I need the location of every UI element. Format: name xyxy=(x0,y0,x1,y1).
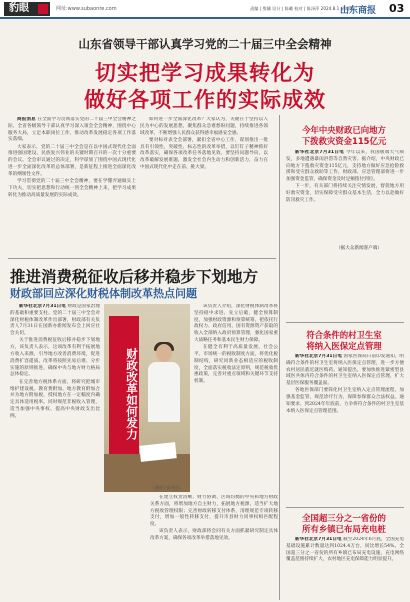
paragraph xyxy=(286,537,404,564)
page-number: 03 xyxy=(389,2,405,15)
person-head xyxy=(156,344,172,362)
paragraph-text: 截至2024年6月底，全国充电基础设施累计数量达到1024.4万台，同比增长54%。全国超三分之一省份的所有乡镇已布局充电设施，充电网络覆盖范围持续扩大，农村地区充电保障能力明显提升。 xyxy=(286,537,404,563)
byline: 新华社北京7月31日电 xyxy=(295,354,342,359)
paragraph-text: 在健全有利于高质量发展、社会公平、市场统一的税收制度方面，将优化税制结构，研究同新业态相适应的税收制度，全面落实税收法定原则，规范税收优惠政策，完善对重点领域和关键环节支持机制。 xyxy=(194,345,278,385)
bottom-story-column-2 xyxy=(150,495,278,600)
paragraph-text: 该负责人介绍，深化财税体制改革将坚持稳中求进、先立后破，健全预算制度，加强财政资源和预算统筹，把依托行政权力、政府信用、国有资源资产获取的收入全部纳入政府预算管理，强化国家重大战略任务和基本民生财力保障。 xyxy=(194,304,278,343)
right-story-3-title-line1: 全国超三分之一省份的 xyxy=(302,513,386,523)
right-story-2-title-line1: 符合条件的村卫生室 xyxy=(306,330,382,340)
paragraph xyxy=(10,380,100,421)
bottom-story-column-2a xyxy=(194,304,278,492)
site-url: 网址:www.subaonre.com xyxy=(56,6,117,12)
paragraph-text: 该负责人表示，财政部将会同有关方面抓紧研究制定具体改革方案，确保各项改革举措落地见效。 xyxy=(150,529,278,542)
paper-name: 山东商报 xyxy=(340,6,377,16)
top-story-column-1 xyxy=(8,117,136,252)
bottom-story-column-1 xyxy=(10,304,100,600)
masthead xyxy=(0,0,410,19)
paragraph-text: 下一步，有关部门将持续关注灾情发展，督促地方用好救灾资金，切实保障受灾群众基本生活，全力以赴做好防汛救灾工作。 xyxy=(286,184,404,204)
top-story-headline-line1: 切实把学习成果转化为 xyxy=(95,61,315,85)
right-story-1-title-line1: 今年中央财政已向地方 xyxy=(302,125,386,135)
logo-mark-icon xyxy=(38,4,48,14)
paragraph-text: 各地医保部门要简化村卫生室纳入定点管理流程，加强基金监管，规范诊疗行为，保障参保群众合法权益。通知要求，到2024年年底前，力争将符合条件的村卫生室基本纳入医保定点管理范围。 xyxy=(286,388,404,414)
logo-text: 豹眼 xyxy=(9,3,29,14)
illustration-image xyxy=(104,304,190,492)
paragraph xyxy=(194,345,278,386)
paragraph xyxy=(8,145,136,179)
paragraph xyxy=(140,138,268,172)
right-story-1-source: （据大众新闻客户端） xyxy=(336,246,382,251)
paragraph xyxy=(150,529,278,543)
paragraph xyxy=(286,354,404,388)
right-story-2-title-line2: 将纳入医保定点管理 xyxy=(306,341,382,351)
byline: 商报消息 xyxy=(17,117,36,122)
right-story-1-title-line2: 下拨救灾资金115亿元 xyxy=(301,136,387,146)
right-story-3-title-line2: 所有乡镇已布局充电桩 xyxy=(302,524,386,534)
paragraph xyxy=(8,117,136,144)
illustration-credit: （漫画 / 新华社） xyxy=(150,485,184,490)
paragraph-text: 今年以来，我国极端天气频发，多地遭遇暴雨洪涝等自然灾害。据介绍，中央财政已向地方下拨救灾资金115亿元，支持地方做好应急抢险救援和受灾群众救助等工作，财政部、应急管理部将进一步加强资金监管，确保资金及时足额拨付到位。 xyxy=(286,150,404,183)
paragraph-text: 在全面学习贯彻落实党的二十届三中全会精神之际，全省各级领导干部认真学习深入领会全会精神，围绕中心服务大局，立足本职岗位工作，推动改革发展稳定各项工作落实落细。 xyxy=(8,117,136,143)
right-story-1-body xyxy=(286,150,404,245)
section-divider xyxy=(8,258,276,259)
paragraph xyxy=(8,179,136,199)
edition-meta: 责编 | 殷骥 设计 | 陈璐 校对 | 陈泽萍 2024.8.1 星期四 xyxy=(250,6,354,11)
paragraph xyxy=(10,304,100,338)
paragraph-text: 大家表示，党的二十届三中全会是在以中国式现代化全面推进强国建设、民族复兴伟业的关键时期召开的一次十分重要的会议。全会审议通过的决定，科学谋划了围绕中国式现代化进一步全面深化改革的总体部署，是新征程上推进全面深化改革的纲领性文件。 xyxy=(8,144,136,177)
paragraph-text: 在建立权责清晰、财力协调、区域均衡的中央和地方财政关系方面，将增加地方自主财力，拓展地方税源，适当扩大地方税收管理权限；完善财政转移支付体系，清理规范专项转移支付，增加一般性转移支付，提升市县财力同事权相匹配程度。 xyxy=(150,495,278,528)
byline: 新华社北京7月31日电 xyxy=(295,150,345,155)
logo xyxy=(4,2,50,16)
paragraph-text: 如何进一步全面深化改革？大家认为，关键在于坚持以人民为中心的发展思想，聚焦群众急难愁盼问题，持续推进各领域改革，不断增强人民群众获得感幸福感安全感。 xyxy=(140,117,268,136)
right-story-3-body xyxy=(286,537,404,600)
paragraph xyxy=(286,150,404,184)
paragraph-text: 要对标对表全会部署，紧扣全省中心工作，谋划推出一批具有引领性、突破性、标志性的改革举措，以钉钉子精神抓好改革落实，确保各项改革任务落地见效。要坚持问题导向，以改革破解发展难题，激发全社会内生动力和创新活力，奋力在中国式现代化中走在前、挑大梁。 xyxy=(140,137,268,171)
right-story-2-body xyxy=(286,354,404,502)
paragraph xyxy=(10,338,100,379)
byline: 新华社北京7月31日电 xyxy=(295,537,342,542)
paragraph xyxy=(286,184,404,204)
bottom-story-subhead: 财政部回应深化财税体制改革热点问题 xyxy=(10,287,197,300)
section-divider xyxy=(286,322,404,323)
column-divider xyxy=(279,115,280,600)
paragraph-text: 关于推进消费税征收后移并稳步下划地方，该负责人表示，这项改革有利于拓展地方收入来源，引导地方改善消费环境，促进消费扩容提质。改革将按照先易后难、分步实施的原则推进，确保中央与地方财力格局总体稳定。 xyxy=(10,338,100,378)
illustration-caption-block: 财政改革如何发力 xyxy=(109,316,139,466)
byline: 新华社北京7月31日电 xyxy=(19,304,66,309)
top-story-headline-line2: 做好各项工作的实际成效 xyxy=(84,88,326,112)
paragraph xyxy=(150,495,278,529)
top-story-kicker: 山东省领导干部认真学习党的二十届三中全会精神 xyxy=(78,37,332,51)
paragraph xyxy=(140,117,268,137)
top-story-column-2 xyxy=(140,117,268,252)
section-divider xyxy=(286,507,404,508)
bottom-story-headline: 推进消费税征收后移并稳步下划地方 xyxy=(10,268,259,286)
person-torso xyxy=(148,362,180,422)
paragraph xyxy=(286,388,404,415)
paragraph-text: 财政是国家治理的基础和重要支柱。党的二十届三中全会对深化财税体制改革作出部署，财政部有关负责人7月31日在国新办新闻发布会上回应社会关切。 xyxy=(10,304,100,337)
paragraph xyxy=(194,304,278,345)
paragraph-text: 国家医保局日前印发通知，明确符合条件的村卫生室将纳入医保定点管理，进一步方便农村居民就近就医购药。通知提出，要加快推进紧密型县域医共体内符合条件的村卫生室纳入医保定点管理，扩大基层医保服务覆盖面。 xyxy=(286,354,404,387)
paragraph-text: 在完善地方税体系方面，将研究把城市维护建设税、教育费附加、地方教育附加合并为地方附加税，授权地方在一定幅度内确定具体适用税率。同时规范非税收入管理，适当加强中央事权、提高中央财政支出比例。 xyxy=(10,379,100,419)
paragraph-text: 学习贯彻党的二十届三中全会精神，要在学懂弄通做实上下功夫，切实把思想和行动统一到全会精神上来，把学习成果转化为推动高质量发展的实际成效。 xyxy=(8,179,136,198)
